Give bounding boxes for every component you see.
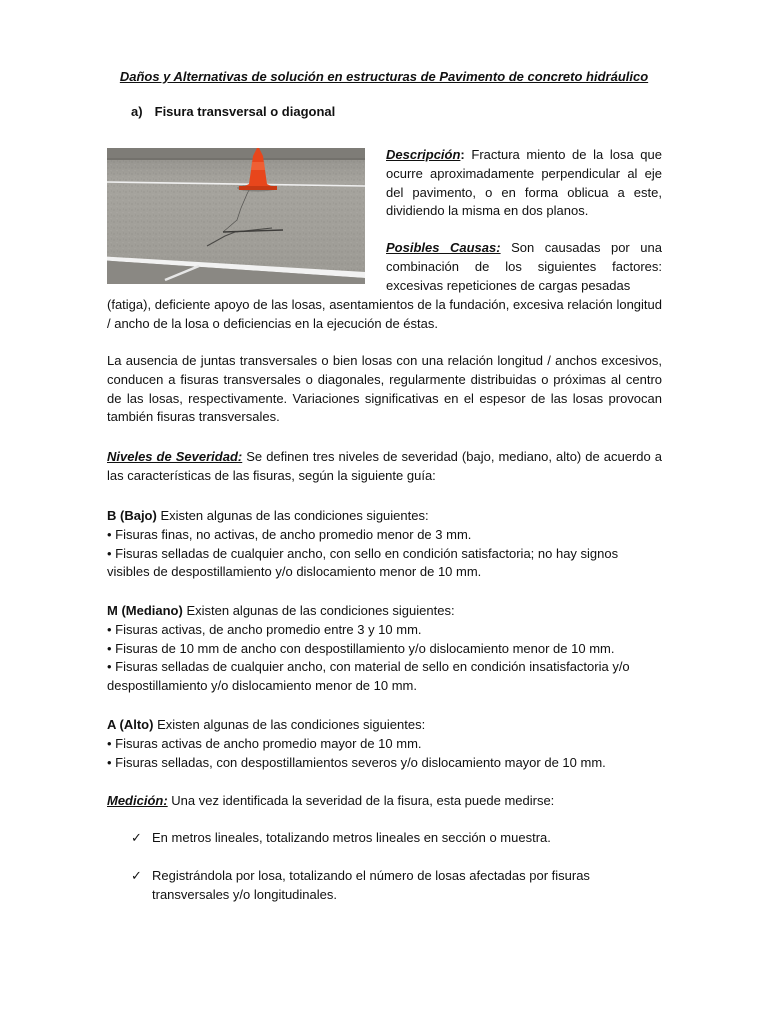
- level-item: • Fisuras de 10 mm de ancho con despostillamiento y/o dislocamiento menor de 10 mm.: [107, 640, 615, 656]
- description-label: Descripción: [386, 147, 461, 162]
- measurement-text: Una vez identificada la severidad de la fisura, esta puede medirse:: [171, 793, 555, 808]
- causes-label: Posibles Causas:: [386, 240, 501, 255]
- causes-text-top: Son causadas por una combinación de los siguientes factores: excesivas repeticiones de cargas pesadas: [386, 240, 662, 293]
- level-item: • Fisuras selladas, con despostillamientos severos y/o dislocamiento mayor de 10 mm.: [107, 754, 606, 770]
- level-intro: Existen algunas de las condiciones siguientes:: [157, 717, 426, 732]
- severity-text: Se definen tres niveles de severidad (bajo, mediano, alto) de acuerdo a las características de las fisuras, según la siguiente guía:: [107, 449, 662, 483]
- joints-paragraph: La ausencia de juntas transversales o bien losas con una relación longitud / anchos excesivos, conducen a fisuras transversales o diagonales, regularmente distribuidas o próximas al centro de las losas, respectivamente. Variaciones significativas en el espesor de las losas provocan también fisuras transversales.: [107, 353, 662, 425]
- level-code: M (Mediano): [107, 603, 183, 618]
- measurement-option-text: Registrándola por losa, totalizando el número de losas afectadas por fisuras transversales y/o longitudinales.: [152, 868, 590, 902]
- measurement-option-text: En metros lineales, totalizando metros lineales en sección o muestra.: [152, 830, 551, 845]
- causes-paragraph-bottom: (fatiga), deficiente apoyo de las losas, asentamientos de la fundación, excesiva relación longitud / ancho de la losa o deficiencias en la ejecución de éstas.: [107, 297, 662, 331]
- level-intro: Existen algunas de las condiciones siguientes:: [160, 508, 429, 523]
- level-item: • Fisuras selladas de cualquier ancho, con material de sello en condición insatisfactoria y/o despostillamiento y/o dislocamiento menor de 10 mm.: [107, 659, 630, 694]
- level-item: • Fisuras finas, no activas, de ancho promedio menor de 3 mm.: [107, 526, 472, 542]
- level-code: A (Alto): [107, 717, 154, 732]
- level-item: • Fisuras activas, de ancho promedio entre 3 y 10 mm.: [107, 621, 422, 637]
- level-code: B (Bajo): [107, 508, 157, 523]
- severity-label: Niveles de Severidad:: [107, 449, 243, 464]
- section-heading: [131, 103, 335, 122]
- level-item: • Fisuras activas de ancho promedio mayor de 10 mm.: [107, 735, 422, 751]
- checkmark-icon: ✓: [131, 868, 142, 883]
- measurement-paragraph: [107, 792, 662, 811]
- causes-paragraph-top: [386, 239, 662, 295]
- severity-level-medium: [107, 602, 662, 696]
- checkmark-icon: ✓: [131, 830, 142, 845]
- document-title: Daños y Alternativas de solución en estructuras de Pavimento de concreto hidráulico: [119, 69, 649, 84]
- measurement-label: Medición:: [107, 793, 168, 808]
- section-heading-text: Fisura transversal o diagonal: [154, 104, 336, 119]
- level-intro: Existen algunas de las condiciones siguientes:: [186, 603, 455, 618]
- severity-paragraph: [107, 448, 662, 486]
- level-item: • Fisuras selladas de cualquier ancho, con sello en condición satisfactoria; no hay signos visibles de despostillamiento y/o dislocamiento menor de 10 mm.: [107, 545, 619, 580]
- description-paragraph: Descripción: Fractura miento de la losa que ocurre aproximadamente perpendicular al eje del pavimento, o en forma oblicua a este, dividiendo la misma en dos planos.: [386, 147, 662, 219]
- severity-level-low: [107, 507, 662, 582]
- description-text: Fractura miento de la losa que ocurre aproximadamente perpendicular al eje del pavimento, o en forma oblicua a este, dividiendo la misma en dos planos.: [386, 147, 662, 219]
- severity-level-high: [107, 716, 662, 772]
- section-letter: a): [131, 104, 143, 119]
- pavement-crack-photo: [107, 148, 365, 284]
